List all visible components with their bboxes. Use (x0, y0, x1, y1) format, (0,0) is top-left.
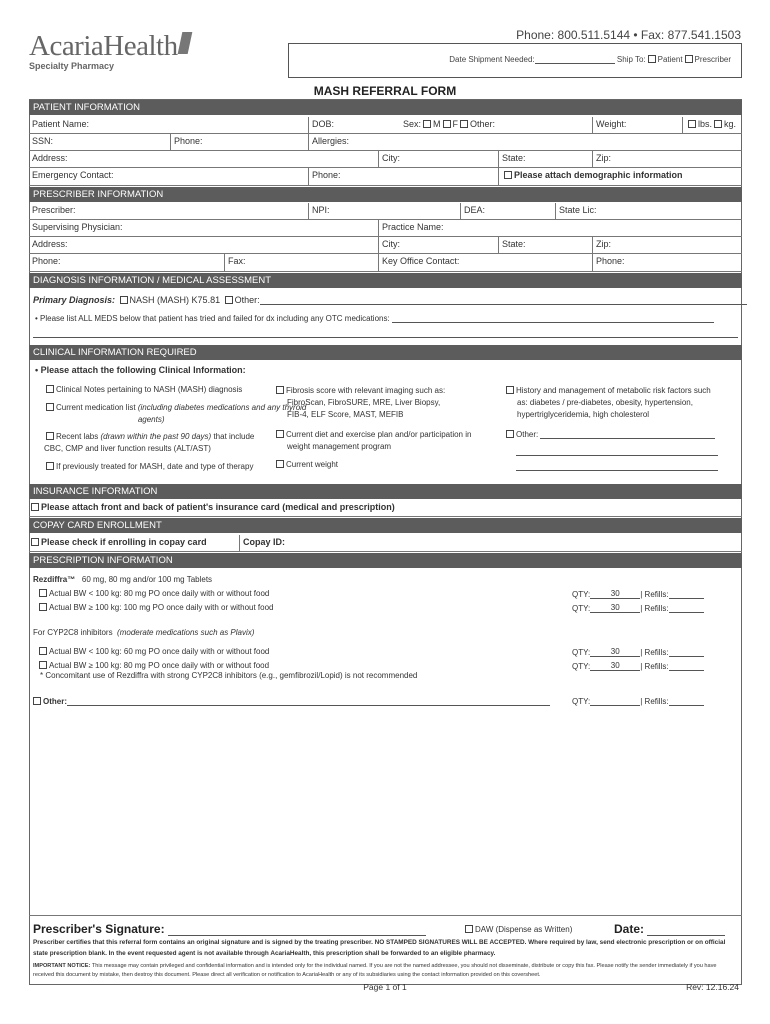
patient-state-field[interactable] (498, 151, 592, 167)
prescriber-address-field[interactable] (29, 237, 378, 253)
label: | Refills: (640, 697, 669, 706)
prescriber-row-3 (29, 237, 742, 254)
copay-enroll (29, 535, 239, 551)
label: For CYP2C8 inhibitors (33, 628, 113, 637)
clinical-item (274, 385, 445, 421)
contact-info: Phone: 800.511.5144 • Fax: 877.541.1503 (516, 28, 741, 42)
weight-unit (682, 117, 742, 133)
insurance-row (29, 500, 742, 517)
label: NASH (MASH) K75.81 (129, 295, 221, 305)
label: Current weight (286, 460, 339, 469)
clinical-other-line-3[interactable] (516, 461, 718, 471)
label: lbs. (698, 119, 713, 129)
ship-patient-label: Patient (657, 55, 683, 64)
page-number: Page 1 of 1 (363, 982, 407, 992)
label-note: (drawn within the past 90 days) (100, 432, 212, 441)
checkbox[interactable] (46, 462, 54, 470)
refills-field[interactable] (669, 705, 704, 706)
label: DEA: (464, 205, 486, 215)
label: Allergies: (312, 136, 350, 146)
prescriber-city-field[interactable] (378, 237, 498, 253)
label-note: (including diabetes medications and any thyroid agents) (137, 403, 307, 424)
cyp-warning: * Concomitant use of Rezdiffra with strong CYP2C8 inhibitors (e.g., gemfibrozil/Lopid) is not recommended (40, 671, 418, 680)
attach-demographic (498, 168, 742, 185)
copay-id-field[interactable] (239, 535, 742, 551)
rx-dose-checkbox[interactable] (39, 603, 47, 611)
prescriber-section-header: PRESCRIBER INFORMATION (29, 187, 742, 202)
key-office-contact-field[interactable] (378, 254, 592, 271)
label: City: (382, 239, 400, 249)
clinical-item (44, 431, 264, 455)
revision: Rev: 12.16.24 (686, 982, 739, 992)
label: kg. (724, 119, 737, 129)
prescriber-row-4 (29, 254, 742, 272)
label: Phone: (596, 256, 625, 266)
important-notice (33, 962, 739, 980)
date (614, 922, 725, 936)
sex-other-checkbox[interactable] (460, 120, 468, 128)
label: Phone: (32, 256, 61, 266)
label: QTY: (572, 662, 591, 671)
acariahealth-logo (29, 30, 190, 71)
nash-checkbox[interactable] (120, 296, 128, 304)
drug-name (33, 575, 212, 584)
meds-tried (35, 314, 714, 323)
label: State Lic: (559, 205, 597, 215)
prescriber-zip-field[interactable] (592, 237, 742, 253)
label: M (433, 119, 441, 129)
label: This message may contain privileged and confidential information and is intended only for the individual named. If you are not the named addressee, you should not disseminate, distribute or copy this fax. Please notify the sender immediately if you have received this document by mistake, then destroy this document. Please direct all verification or notification to AcariaHealth or any of its subsidiaries using the contact information provided on this coversheet. (33, 963, 717, 978)
rx-qty-refills (572, 603, 704, 613)
qty-field[interactable] (590, 705, 640, 706)
label: History and management of metabolic risk factors such (516, 386, 711, 395)
clinical-item (44, 385, 242, 394)
logo-mark-icon (177, 32, 192, 54)
prescriber-field[interactable] (29, 203, 308, 219)
label: Other: (234, 295, 260, 305)
patient-row-1 (29, 117, 742, 134)
label: that include CBC, CMP and liver function results (ALT/AST) (44, 432, 255, 453)
label: Practice Name: (382, 222, 444, 232)
practice-name-field[interactable] (378, 220, 742, 236)
label: Zip: (596, 239, 612, 249)
label: weight management program (287, 442, 392, 451)
insurance-attach-checkbox[interactable] (31, 503, 39, 511)
weight-field[interactable] (592, 117, 682, 133)
copay-section-header: COPAY CARD ENROLLMENT (29, 518, 742, 533)
label: hypertriglyceridemia, high cholesterol (517, 410, 650, 419)
ship-to-label: Ship To: (616, 55, 646, 64)
emergency-contact-field[interactable] (29, 168, 308, 185)
clinical-intro: • Please attach the following Clinical Information: (35, 365, 246, 375)
label: Other: (516, 430, 539, 439)
patient-city-field[interactable] (378, 151, 498, 167)
sex-field (400, 117, 592, 133)
rx-dose-option (37, 603, 274, 612)
label: Primary Diagnosis: (33, 295, 116, 305)
clinical-item (274, 429, 471, 453)
date-shipment-field[interactable] (535, 63, 615, 64)
rx-qty-refills (572, 589, 704, 599)
label: Please attach front and back of patient's insurance card (medical and prescription) (41, 502, 395, 512)
label: Prescriber: (32, 205, 76, 215)
form-title: MASH REFERRAL FORM (313, 84, 457, 98)
clinical-item (44, 462, 253, 471)
rx-dose-checkbox[interactable] (39, 589, 47, 597)
label: DOB: (312, 119, 335, 129)
patient-zip-field[interactable] (592, 151, 742, 167)
checkbox[interactable] (506, 430, 514, 438)
label: If previously treated for MASH, date and type of therapy (56, 462, 254, 471)
label: QTY: (572, 590, 591, 599)
kg-checkbox[interactable] (714, 120, 722, 128)
daw (463, 925, 572, 934)
label: Please attach demographic information (514, 170, 683, 180)
label: QTY: (572, 648, 591, 657)
emergency-phone-field[interactable] (308, 168, 498, 185)
label: IMPORTANT NOTICE: (33, 963, 91, 969)
label: DAW (Dispense as Written) (475, 925, 573, 934)
signature (33, 922, 426, 936)
label: Actual BW < 100 kg: 80 mg PO once daily with or without food (49, 589, 270, 598)
qty-field[interactable]: 30 (590, 661, 640, 671)
label: Phone: (312, 170, 341, 180)
date-field[interactable] (647, 935, 725, 936)
label: Zip: (596, 153, 612, 163)
label: Actual BW ≥ 100 kg: 100 mg PO once daily with or without food (49, 603, 274, 612)
rx-dose-option (37, 589, 269, 598)
label: F (452, 119, 459, 129)
rx-other-checkbox[interactable] (33, 697, 41, 705)
label: Date: (614, 922, 645, 936)
ship-patient-checkbox[interactable] (648, 55, 656, 63)
label: Supervising Physician: (32, 222, 123, 232)
label: City: (382, 153, 400, 163)
patient-row-3 (29, 151, 742, 168)
rx-other-field[interactable] (67, 705, 550, 706)
ship-prescriber-checkbox[interactable] (685, 55, 693, 63)
clinical-item (504, 385, 711, 421)
rx-other (31, 697, 550, 706)
label: Recent labs (56, 432, 99, 441)
office-phone-field[interactable] (592, 254, 742, 271)
attach-demographic-checkbox[interactable] (504, 171, 512, 179)
ship-prescriber-label: Prescriber (694, 55, 731, 64)
label: Actual BW < 100 kg: 60 mg PO once daily with or without food (49, 647, 270, 656)
label: Copay ID: (243, 537, 286, 547)
refills-field[interactable] (669, 656, 704, 657)
label: • Please list ALL MEDS below that patient has tried and failed for dx including any OTC medications: (35, 314, 390, 323)
clinical-item (274, 460, 338, 469)
dx-other-field[interactable] (260, 304, 747, 305)
qty-field[interactable]: 30 (590, 603, 640, 613)
rx-qty-refills (572, 647, 704, 657)
rx-other-qty (572, 697, 704, 706)
dea-field[interactable] (460, 203, 555, 219)
checkbox[interactable] (506, 386, 514, 394)
label: | Refills: (640, 662, 669, 671)
prescription-section-header: PRESCRIPTION INFORMATION (29, 553, 742, 568)
refills-field[interactable] (669, 598, 704, 599)
logo-text: AcariaHealth (29, 30, 178, 62)
refills-field[interactable] (669, 670, 704, 671)
label: Sex: (403, 119, 422, 129)
sex-f-checkbox[interactable] (443, 120, 451, 128)
daw-checkbox[interactable] (465, 925, 473, 933)
label: Other: (43, 697, 67, 706)
certification-text: Prescriber certifies that this referral form contains an original signature and is signed by the treating prescriber. NO STAMPED SIGNATURES WILL BE ACCEPTED. Where required by law, send electronic prescription or on official state prescription blank. In the event requested agent is not available through AcariaHealth, this prescription shall be forwarded to an eligible pharmacy. (33, 939, 726, 957)
clinical-other-line-2[interactable] (516, 446, 718, 456)
primary-diagnosis (33, 295, 747, 305)
supervising-physician-field[interactable] (29, 220, 378, 236)
footer-divider (29, 915, 742, 916)
patient-phone-field[interactable] (170, 134, 308, 150)
rx-qty-refills (572, 661, 704, 671)
ssn-field[interactable] (29, 134, 170, 150)
patient-address-field[interactable] (29, 151, 378, 167)
label: Weight: (596, 119, 627, 129)
rx-dose-checkbox[interactable] (39, 647, 47, 655)
label: QTY: (572, 604, 591, 613)
label: Patient Name: (32, 119, 90, 129)
label: Clinical Notes pertaining to NASH (MASH) diagnosis (56, 385, 243, 394)
qty-field[interactable]: 30 (590, 589, 640, 599)
patient-name-field[interactable] (29, 117, 308, 133)
meds-field-line-2[interactable] (33, 328, 738, 338)
label: Phone: (174, 136, 203, 146)
label: Current diet and exercise plan and/or participation in (286, 430, 472, 439)
insurance-attach (29, 500, 742, 516)
checkbox[interactable] (46, 385, 54, 393)
clinical-other-field[interactable] (540, 438, 715, 439)
label: 60 mg, 80 mg and/or 100 mg Tablets (81, 575, 213, 584)
checkbox[interactable] (276, 430, 284, 438)
copay-enroll-checkbox[interactable] (31, 538, 39, 546)
dob-field[interactable] (308, 117, 400, 133)
date-shipment-label: Date Shipment Needed: (449, 55, 535, 64)
diagnosis-section-header: DIAGNOSIS INFORMATION / MEDICAL ASSESSMENT (29, 273, 742, 288)
meds-field[interactable] (392, 322, 714, 323)
rx-dose-checkbox[interactable] (39, 661, 47, 669)
prescriber-row-2 (29, 220, 742, 237)
label: as: diabetes / pre-diabetes, obesity, hypertension, (517, 398, 693, 407)
rx-dose-option (37, 647, 269, 656)
label: Please check if enrolling in copay card (41, 537, 207, 547)
label: | Refills: (640, 648, 669, 657)
label: Address: (32, 153, 68, 163)
label: Rezdiffra™ (33, 575, 76, 584)
label: SSN: (32, 136, 54, 146)
sex-m-checkbox[interactable] (423, 120, 431, 128)
signature-field[interactable] (168, 935, 426, 936)
dx-other-checkbox[interactable] (225, 296, 233, 304)
patient-row-2 (29, 134, 742, 151)
prescriber-phone-field[interactable] (29, 254, 224, 271)
cyp-heading (33, 628, 254, 637)
label: | Refills: (640, 604, 669, 613)
label: FibroScan, FibroSURE, MRE, Liver Biopsy, (287, 398, 441, 407)
label: NPI: (312, 205, 330, 215)
refills-field[interactable] (669, 612, 704, 613)
label: | Refills: (640, 590, 669, 599)
label: Prescriber's Signature: (33, 922, 165, 936)
prescriber-row-1 (29, 203, 742, 220)
label: Current medication list (56, 403, 136, 412)
label: Fibrosis score with relevant imaging such as: (286, 386, 446, 395)
label: Fax: (228, 256, 246, 266)
rx-dose-option (37, 661, 269, 670)
shipment-box (288, 43, 742, 78)
label: Key Office Contact: (382, 256, 460, 266)
label: Address: (32, 239, 68, 249)
prescriber-fax-field[interactable] (224, 254, 378, 271)
label: Emergency Contact: (32, 170, 114, 180)
patient-row-4 (29, 168, 742, 186)
checkbox[interactable] (46, 432, 54, 440)
prescriber-state-field[interactable] (498, 237, 592, 253)
clinical-item (44, 402, 308, 426)
label: Other: (470, 119, 496, 129)
state-lic-field[interactable] (555, 203, 742, 219)
label: State: (502, 153, 526, 163)
logo-subtitle: Specialty Pharmacy (29, 61, 115, 71)
lbs-checkbox[interactable] (688, 120, 696, 128)
checkbox[interactable] (276, 460, 284, 468)
patient-section-header: PATIENT INFORMATION (29, 100, 742, 115)
label: Actual BW ≥ 100 kg: 80 mg PO once daily with or without food (49, 661, 270, 670)
checkbox[interactable] (276, 386, 284, 394)
label: FIB-4, ELF Score, MAST, MEFIB (287, 410, 404, 419)
label-note: (moderate medications such as Plavix) (117, 628, 255, 637)
label: QTY: (572, 697, 591, 706)
npi-field[interactable] (308, 203, 460, 219)
clinical-other (504, 430, 715, 439)
copay-row (29, 535, 742, 552)
checkbox[interactable] (46, 403, 54, 411)
insurance-section-header: INSURANCE INFORMATION (29, 484, 742, 499)
qty-field[interactable]: 30 (590, 647, 640, 657)
clinical-section-header: CLINICAL INFORMATION REQUIRED (29, 345, 742, 360)
label: State: (502, 239, 526, 249)
allergies-field[interactable] (308, 134, 742, 150)
